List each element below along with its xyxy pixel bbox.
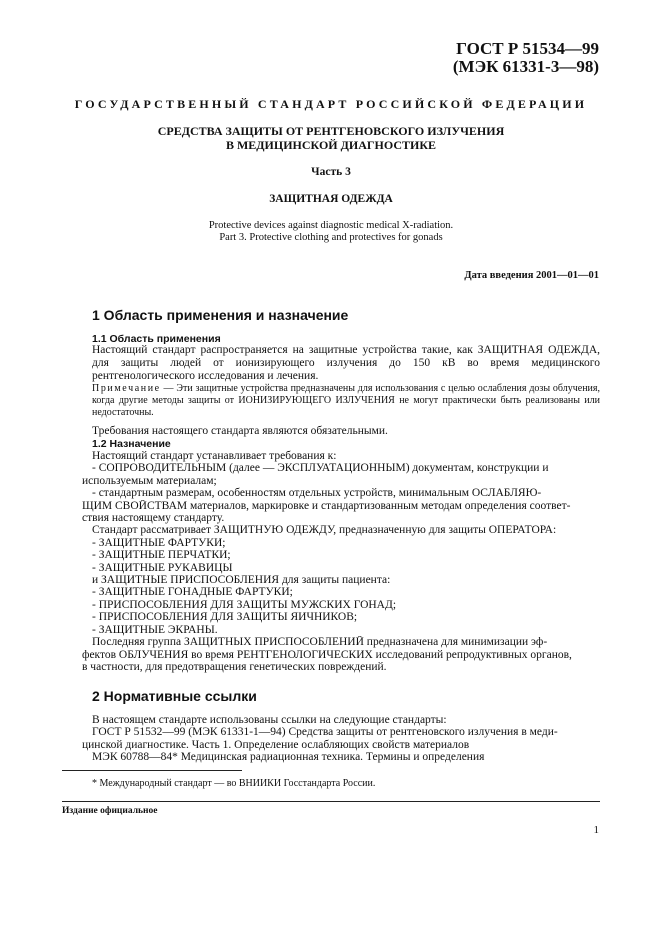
body-line: ствия настоящему стандарту. xyxy=(82,512,225,525)
body-line: - стандартным размерам, особенностям отдельных устройств, минимальным ОСЛАБЛЯЮ- xyxy=(92,487,542,500)
state-standard-heading: ГОСУДАРСТВЕННЫЙ СТАНДАРТ РОССИЙСКОЙ ФЕДЕРАЦИИ xyxy=(74,97,588,111)
section-1-heading: 1 Область применения и назначение xyxy=(92,307,349,323)
document-title xyxy=(62,124,600,152)
subsection-1-2-heading: 1.2 Назначение xyxy=(92,438,171,450)
standard-code-gost: ГОСТ Р 51534—99 xyxy=(456,39,599,58)
body-line: Стандарт рассматривает ЗАЩИТНУЮ ОДЕЖДУ, предназначенную для защиты ОПЕРАТОРА: xyxy=(92,524,557,537)
body-line: Настоящий стандарт устанавливает требования к: xyxy=(92,450,337,462)
official-edition-label: Издание официальное xyxy=(62,806,158,816)
intro-date: Дата введения 2001—01—01 xyxy=(464,270,599,281)
reference-line: В настоящем стандарте использованы ссылки на следующие стандарты: xyxy=(92,714,447,726)
subsection-1-1-heading: 1.1 Область применения xyxy=(92,333,221,345)
note-paragraph xyxy=(92,383,600,419)
body-line: фектов ОБЛУЧЕНИЯ во время РЕНТГЕНОЛОГИЧЕСКИХ исследований репродуктивных органов, xyxy=(82,648,572,661)
body-line: - ЗАЩИТНЫЕ РУКАВИЦЫ xyxy=(92,561,233,574)
body-line: в частности, для предотвращения генетических повреждений. xyxy=(82,660,387,673)
body-line: - ЗАЩИТНЫЕ ПЕРЧАТКИ; xyxy=(92,549,231,562)
english-title xyxy=(62,220,600,244)
reference-line: ГОСТ Р 51532—99 (МЭК 61331-1—94) Средства защиты от рентгеновского излучения в меди- xyxy=(92,726,558,739)
mandatory-statement: Требования настоящего стандарта являются обязательными. xyxy=(92,425,388,437)
section-2-heading: 2 Нормативные ссылки xyxy=(92,688,257,704)
footnote: * Международный стандарт — во ВНИИКИ Госстандарта России. xyxy=(92,778,376,789)
body-line: - ЗАЩИТНЫЕ ФАРТУКИ; xyxy=(92,536,226,549)
part-label: Часть 3 xyxy=(311,166,351,178)
reference-line: цинской диагностике. Часть 1. Определение ослабляющих свойств материалов xyxy=(82,738,470,751)
body-line: - ПРИСПОСОБЛЕНИЯ ДЛЯ ЗАЩИТЫ ЯИЧНИКОВ; xyxy=(92,611,358,624)
standard-code xyxy=(453,40,599,76)
standard-code-iec: (МЭК 61331-3—98) xyxy=(452,57,599,76)
body-line: - ЗАЩИТНЫЕ ЭКРАНЫ. xyxy=(92,623,218,636)
body-line: - СОПРОВОДИТЕЛЬНЫМ (далее — ЭКСПЛУАТАЦИОННЫМ) документам, конструкции и xyxy=(92,462,549,475)
page-number: 1 xyxy=(593,824,599,836)
subsection-1-2-body xyxy=(82,450,600,673)
note-label: Примечание xyxy=(92,383,161,394)
body-line: ЩИМ СВОЙСТВАМ материалов, маркировке и стандартизованным методам определения соответ- xyxy=(82,499,571,512)
body-line: - ПРИСПОСОБЛЕНИЯ ДЛЯ ЗАЩИТЫ МУЖСКИХ ГОНАД; xyxy=(92,598,397,611)
body-line: и ЗАЩИТНЫЕ ПРИСПОСОБЛЕНИЯ для защиты пациента: xyxy=(92,574,391,587)
english-title-line-1: Protective devices against diagnostic medical X-radiation. xyxy=(208,220,454,231)
footer-divider xyxy=(62,801,600,802)
english-title-line-2: Part 3. Protective clothing and protectives for gonads xyxy=(219,232,443,243)
document-title-line-1: СРЕДСТВА ЗАЩИТЫ ОТ РЕНТГЕНОВСКОГО ИЗЛУЧЕНИЯ xyxy=(157,124,505,138)
reference-line: МЭК 60788—84* Медицинская радиационная техника. Термины и определения xyxy=(92,751,485,764)
body-line: используемым материалам; xyxy=(82,474,217,487)
section-2-body xyxy=(82,714,600,764)
footnote-divider xyxy=(62,770,242,771)
subsection-1-1-text: Настоящий стандарт распространяется на защитные устройства такие, как ЗАЩИТНАЯ ОДЕЖДА, для защиты людей от ионизирующего излучения до 150 кВ во время медицинского рентгенологического исследования и лечения. xyxy=(92,344,600,382)
body-line: - ЗАЩИТНЫЕ ГОНАДНЫЕ ФАРТУКИ; xyxy=(92,586,293,599)
document-subtitle: ЗАЩИТНАЯ ОДЕЖДА xyxy=(269,193,393,205)
body-line: Последняя группа ЗАЩИТНЫХ ПРИСПОСОБЛЕНИЙ предназначена для минимизации эф- xyxy=(92,636,548,649)
document-title-line-2: В МЕДИЦИНСКОЙ ДИАГНОСТИКЕ xyxy=(225,138,437,152)
note-text: — Эти защитные устройства предназначены для использования с целью ослабления дозы облучения, когда другие методы защиты от ИОНИЗИРУЮЩЕГО ИЗЛУЧЕНИЯ не могут практически быть реализованы или недостаточны. xyxy=(92,383,600,418)
